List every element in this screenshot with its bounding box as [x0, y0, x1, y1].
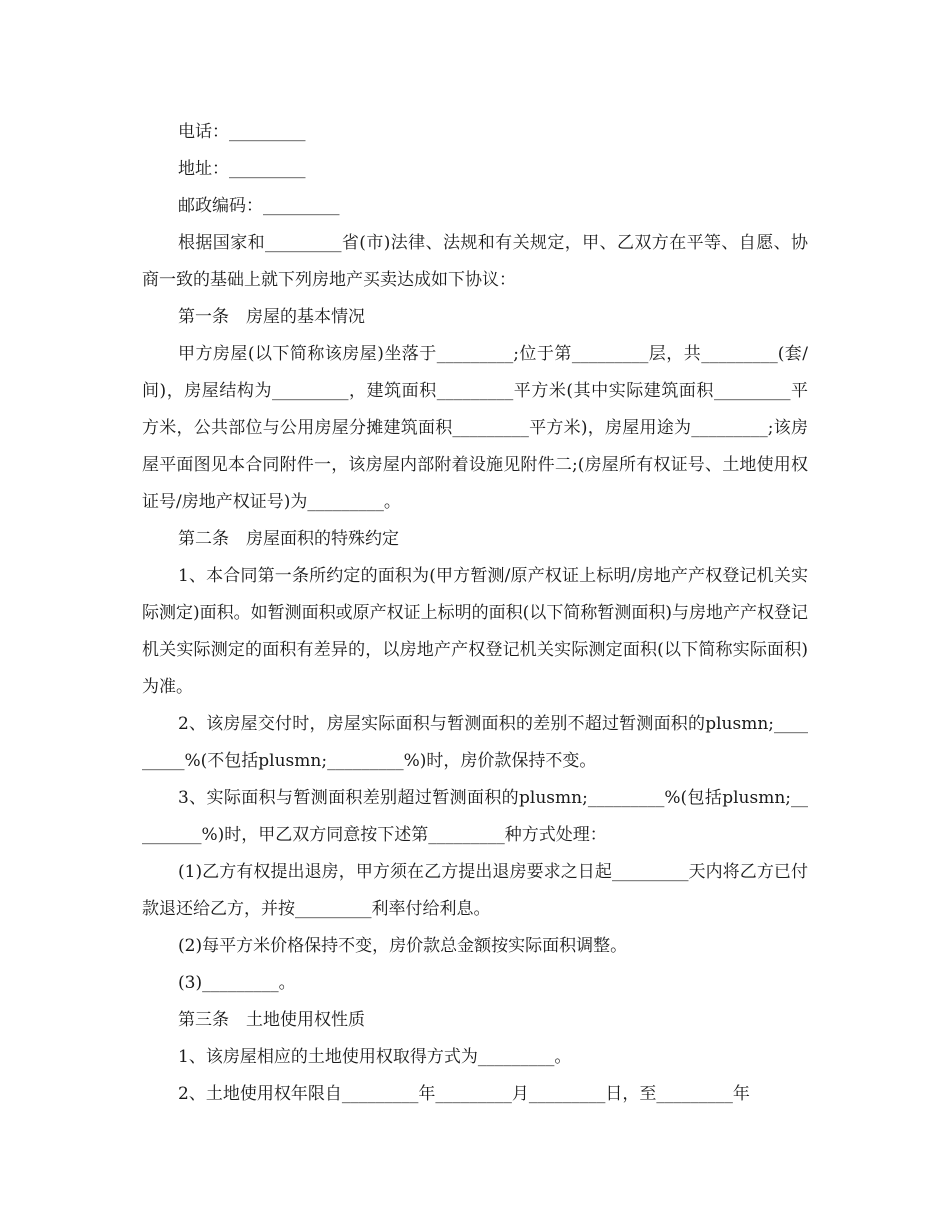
phone-line: 电话：_________ [178, 122, 306, 142]
option-3-paragraph: (3)_________。 [178, 973, 296, 993]
contract-body [142, 114, 808, 1113]
postal-code-line: 邮政编码：_________ [178, 196, 340, 216]
article-3-clause-2: 2、土地使用权年限自_________年_________月_________日，至_________年 [178, 1084, 750, 1104]
article-3-clause-1: 1、该房屋相应的土地使用权取得方式为_________。 [178, 1047, 572, 1067]
article-3-heading: 第三条 土地使用权性质 [178, 1010, 365, 1030]
preamble-paragraph: 根据国家和_________省(市)法律、法规和有关规定，甲、乙双方在平等、自愿、协商一致的基础上就下列房地产买卖达成如下协议： [142, 233, 808, 290]
option-2-paragraph: (2)每平方米价格保持不变，房价款总金额按实际面积调整。 [178, 936, 628, 956]
article-2-clause-2: 2、该房屋交付时，房屋实际面积与暂测面积的差别不超过暂测面积的plusmn;_________%(不包括plusmn;_________%)时，房价款保持不变。 [142, 714, 808, 771]
option-1-paragraph: (1)乙方有权提出退房，甲方须在乙方提出退房要求之日起_________天内将乙方已付款退还给乙方，并按_________利率付给利息。 [142, 862, 808, 919]
article-1-body: 甲方房屋(以下简称该房屋)坐落于_________;位于第_________层，共_________(套/间)，房屋结构为_________，建筑面积_________平方米(其中实际建筑面积_________平方米，公共部位与公用房屋分摊建筑面积_________平方米)，房屋用途为_________;该房屋平面图见本合同附件一，该房屋内部附着设施见附件二;(房屋所有权证号、土地使用权证号/房地产权证号)为_________。 [142, 344, 808, 512]
address-line: 地址：_________ [178, 159, 306, 179]
article-2-clause-3: 3、实际面积与暂测面积差别超过暂测面积的plusmn;_________%(包括plusmn;_________%)时，甲乙双方同意按下述第_________种方式处理： [142, 788, 808, 845]
article-1-heading: 第一条 房屋的基本情况 [178, 307, 365, 327]
article-2-heading: 第二条 房屋面积的特殊约定 [178, 529, 399, 549]
article-2-clause-1: 1、本合同第一条所约定的面积为(甲方暂测/原产权证上标明/房地产产权登记机关实际测定)面积。如暂测面积或原产权证上标明的面积(以下简称暂测面积)与房地产产权登记机关实际测定的面积有差异的，以房地产产权登记机关实际测定面积(以下简称实际面积)为准。 [142, 566, 808, 697]
